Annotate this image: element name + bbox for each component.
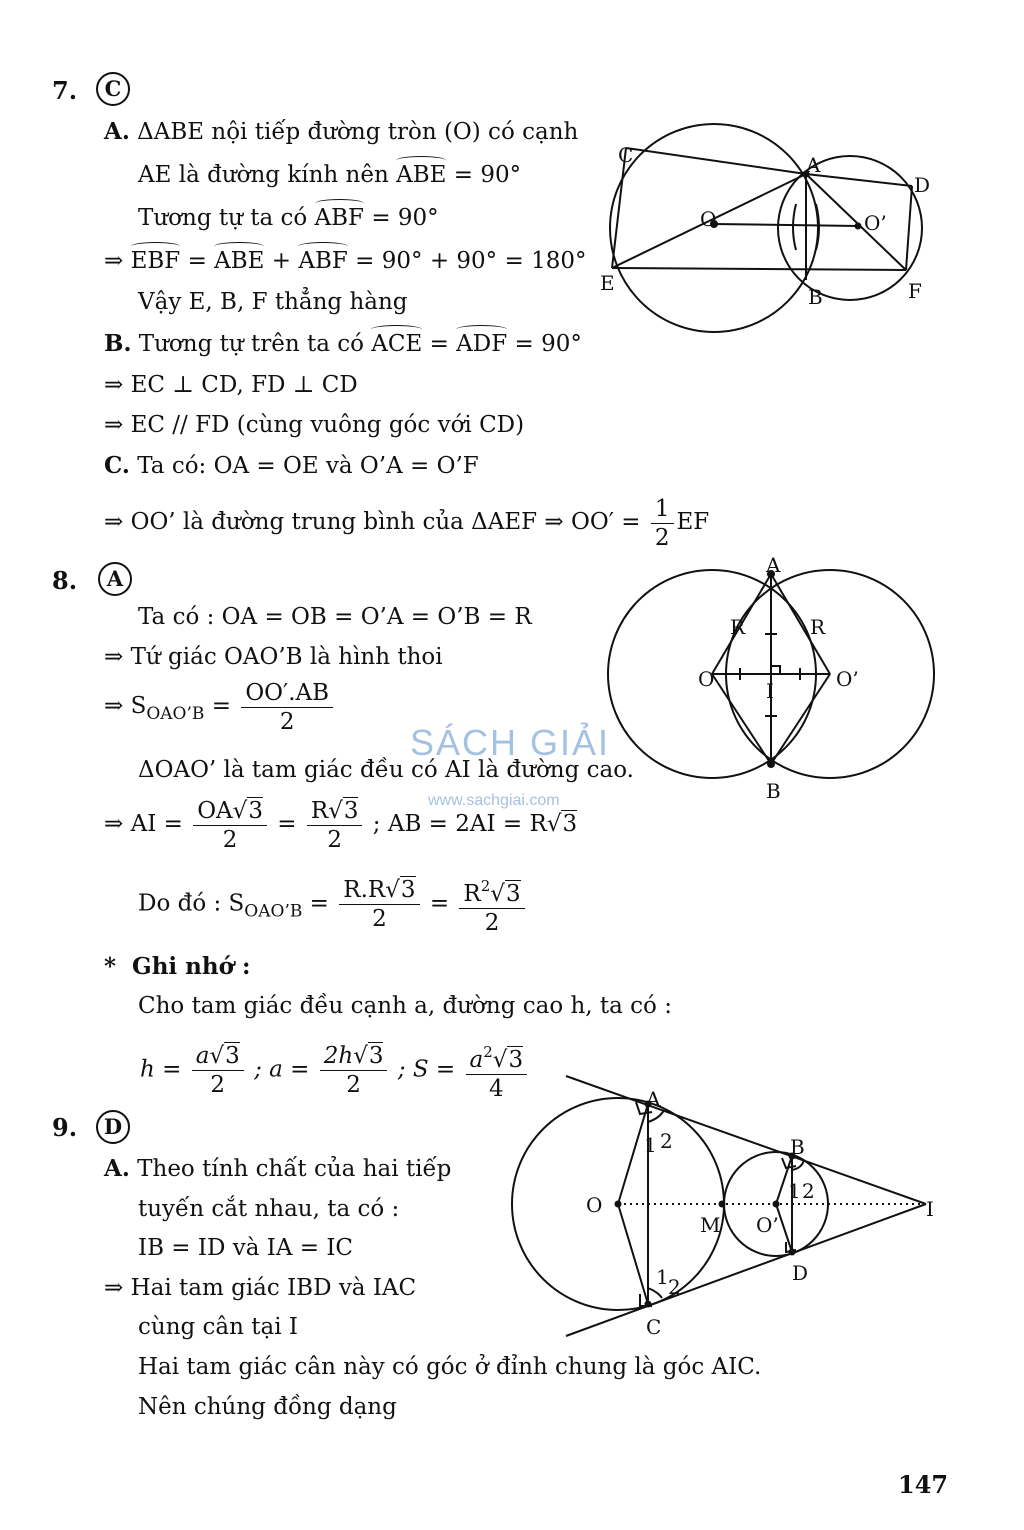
q7-fig-label-c: C: [618, 143, 634, 167]
q7-b1-eq: =: [429, 331, 449, 357]
q8-fig-label-o2: O’: [836, 667, 859, 691]
watermark-brand: SÁCH GIẢI: [410, 722, 611, 763]
q7-c2-num: 1: [651, 495, 674, 524]
q8-f-sep1: ; a =: [254, 1056, 310, 1083]
q9-l1-text: Theo tính chất của hai tiếp: [137, 1156, 452, 1182]
q8-f3-d: 4: [488, 1076, 504, 1102]
q9-line2: tuyến cắt nhau, ta có :: [138, 1196, 400, 1222]
q8-l6-eq2: =: [429, 890, 450, 917]
q8-line5: ⇒ AI = $\frac{OA√3}{2}$ = $\frac{R√3}{2}$ ; AB = 2AI = R√3: [104, 797, 578, 853]
q8-l6-frac2: $\frac{R^2√3}{2}$: [459, 872, 524, 937]
q8-l5-sq: 3: [562, 811, 578, 837]
q8-l5-pre: ⇒ AI =: [104, 811, 183, 837]
q9-line4: ⇒ Hai tam giác IBD và IAC: [104, 1275, 417, 1301]
q8-f2-na: 2h: [323, 1043, 354, 1069]
q8-line3: [104, 676, 336, 744]
q9-fig-label-c2: 2: [668, 1275, 681, 1299]
q9-fig-label-b: B: [790, 1135, 805, 1159]
q9-fig-label-a1: 1: [644, 1133, 657, 1157]
q8-note-heading: [104, 952, 250, 982]
q9-line7: Nên chúng đồng dạng: [138, 1394, 397, 1420]
q8-f3-nb: 3: [508, 1047, 524, 1073]
q7-c-label: C.: [104, 452, 130, 479]
q7-fig-label-d: D: [914, 173, 931, 197]
q7-fig-label-b: B: [808, 285, 823, 309]
q7-c-line1: [104, 451, 479, 481]
q8-fig-label-r2: R: [810, 615, 826, 639]
q7-a4-post: = 90° + 90° = 180°: [355, 248, 587, 274]
q7-c-line2: [104, 493, 709, 552]
q8-f-frac2: $\frac{2h√3}{2}$: [320, 1042, 388, 1099]
q8-l5-frac1: $\frac{OA√3}{2}$: [193, 797, 267, 854]
q7-a3-arc: ABF: [314, 205, 365, 231]
q8-line6: [138, 872, 528, 942]
q8-answer-badge: A: [98, 562, 132, 596]
q8-f-frac3: $\frac{a^2√3}{4}$: [466, 1038, 528, 1103]
q8-l5-d2: 2: [327, 826, 342, 853]
q8-f3-na: a: [469, 1047, 484, 1073]
q8-line4: ΔOAO’ là tam giác đều có AI là đường cao.: [138, 757, 634, 783]
q8-line1: Ta có : OA = OB = O’A = O’B = R: [138, 604, 532, 630]
q8-f2-nb: 3: [368, 1043, 384, 1069]
q7-figure: [596, 112, 940, 340]
q8-l5-d1: 2: [222, 826, 238, 853]
q9-fig-label-a2: 2: [660, 1129, 673, 1153]
q7-a4-arc3: ABF: [298, 248, 348, 274]
q8-l5-n2a: R: [310, 797, 329, 824]
q8-l5-n1b: 3: [248, 797, 263, 824]
q8-l6-frac1: $\frac{R.R√3}{2}$: [339, 876, 419, 933]
q9-fig-label-a: A: [646, 1087, 661, 1111]
q7-c2-post: EF: [676, 509, 710, 535]
q7-fig-label-f: F: [908, 279, 922, 303]
q7-a4-eq: =: [187, 248, 207, 274]
q9-line6: Hai tam giác cân này có góc ở đỉnh chung là góc AIC.: [138, 1354, 762, 1380]
q8-note-title: Ghi nhớ :: [132, 953, 251, 980]
q7-c2-den: 2: [654, 524, 670, 551]
q7-a2-arc: ABE: [396, 162, 447, 188]
q7-fig-label-e: E: [600, 271, 615, 295]
q9-a-label: A.: [104, 1155, 130, 1182]
q7-number: 7.: [52, 76, 78, 105]
q7-answer-badge: C: [96, 72, 130, 106]
q7-b-line3: ⇒ EC // FD (cùng vuông góc với CD): [104, 412, 525, 438]
q8-f1-d: 2: [210, 1072, 226, 1098]
q8-f3-sup: 2: [483, 1043, 493, 1061]
q7-fig-label-o: O: [700, 207, 717, 231]
q9-number: 9.: [52, 1113, 78, 1142]
q7-a-line3: [138, 203, 439, 233]
q8-l5-n1a: OA: [197, 797, 233, 824]
q7-a-label: A.: [104, 118, 130, 145]
q8-l6-n1b: 3: [400, 877, 416, 903]
q8-l3-den: 2: [279, 708, 295, 735]
q7-b1-pre: Tương tự trên ta có: [138, 331, 364, 357]
q8-l3-frac: [241, 679, 333, 736]
q8-l5-frac2: $\frac{R√3}{2}$: [307, 797, 363, 854]
q7-fig-label-o2: O’: [864, 211, 887, 235]
q7-c1-text: Ta có: OA = OE và O’A = O’F: [137, 453, 479, 479]
q7-a-line1: [104, 117, 578, 147]
q8-l5-n2b: 3: [343, 797, 359, 824]
q9-fig-label-c: C: [646, 1315, 662, 1339]
q8-l6-sub: OAO’B: [244, 901, 303, 922]
q9-fig-label-b1: 1: [788, 1179, 801, 1203]
q7-a-text1: ΔABE nội tiếp đường tròn (O) có cạnh: [137, 119, 579, 145]
q8-f-sep2: ; S =: [397, 1056, 456, 1083]
q8-l6-n1a: R.R: [343, 877, 386, 903]
q7-b1-arc1: ACE: [371, 331, 423, 357]
q8-l5-eq: =: [277, 811, 297, 837]
q8-f-h: h: [140, 1056, 155, 1083]
q7-a4-plus: +: [271, 248, 292, 274]
q8-f-frac1: $\frac{a√3}{2}$: [192, 1042, 244, 1099]
q9-figure: [500, 1066, 950, 1356]
q8-fig-label-b: B: [766, 779, 781, 803]
q8-note-star: *: [104, 953, 117, 980]
q8-l6-d2: 2: [484, 910, 500, 936]
q8-l3-pre: ⇒ S: [104, 693, 147, 719]
q8-fig-label-r1: R: [730, 615, 746, 639]
q7-b-line2: ⇒ EC ⊥ CD, FD ⊥ CD: [104, 372, 358, 398]
q8-f2-d: 2: [346, 1072, 361, 1098]
q8-note-formulas: [140, 1038, 530, 1103]
q8-f1-nb: 3: [225, 1043, 240, 1069]
q9-answer-badge: D: [96, 1110, 130, 1144]
q7-a-line4: [104, 246, 586, 276]
q7-a4-arrow: ⇒: [104, 248, 124, 274]
q8-number: 8.: [52, 566, 78, 595]
q9-fig-label-o2: O’: [756, 1213, 779, 1237]
q8-fig-label-i: I: [766, 679, 774, 703]
page-number: 147: [898, 1470, 949, 1499]
q8-l6-eq: =: [309, 890, 329, 917]
watermark-url: www.sachgiai.com: [428, 792, 560, 809]
q7-a2-pre: AE là đường kính nên: [138, 162, 389, 188]
q7-a-line5: Vậy E, B, F thẳng hàng: [138, 289, 408, 315]
q8-note-text: Cho tam giác đều cạnh a, đường cao h, ta có :: [138, 993, 672, 1019]
q8-l6-n2b: 3: [505, 881, 521, 907]
q7-a-line2: [138, 160, 521, 190]
q7-a4-arc2: ABE: [214, 248, 265, 274]
q8-l3-eq: =: [211, 693, 231, 719]
q9-line3: IB = ID và IA = IC: [138, 1235, 354, 1261]
q7-b-label: B.: [104, 330, 132, 357]
q8-figure: [600, 556, 944, 804]
q9-fig-label-d: D: [792, 1261, 809, 1285]
q8-l6-n2sup: 2: [480, 877, 491, 895]
q8-f1-na: a: [195, 1043, 210, 1069]
q9-line1: [104, 1154, 451, 1184]
q8-l6-d1: 2: [372, 906, 387, 932]
q8-line2: ⇒ Tứ giác OAO’B là hình thoi: [104, 644, 443, 670]
q7-a2-post: = 90°: [453, 162, 522, 188]
q8-fig-label-a: A: [766, 556, 781, 577]
q7-b1-arc2: ADF: [456, 331, 508, 357]
q7-a3-post: = 90°: [371, 205, 439, 231]
q9-fig-label-c1: 1: [656, 1265, 669, 1289]
q9-fig-label-i: I: [926, 1197, 934, 1221]
q8-l3-num: OO′.AB: [241, 679, 333, 708]
q7-a3-pre: Tương tự ta có: [138, 205, 308, 231]
q8-l6-n2a: R: [463, 881, 481, 907]
q7-c2-frac: [651, 495, 674, 552]
q8-l3-sub: OAO’B: [146, 704, 205, 724]
q7-b-line1: [104, 329, 582, 359]
q7-c2-pre: ⇒ OO’ là đường trung bình của ΔAEF ⇒ OO′ =: [104, 509, 641, 535]
q9-fig-label-m: M: [700, 1213, 721, 1237]
q8-l5-post: ; AB = 2AI = R: [372, 811, 547, 837]
q7-a4-arc1: EBF: [130, 248, 181, 274]
q7-fig-label-a: A: [806, 153, 821, 177]
q8-fig-label-o: O: [698, 667, 715, 691]
q9-fig-label-o: O: [586, 1193, 603, 1217]
q9-fig-label-b2: 2: [802, 1179, 815, 1203]
q7-b1-post: = 90°: [514, 331, 582, 357]
q8-l6-pre: Do đó : S: [138, 890, 245, 917]
q8-f-eq: =: [162, 1056, 182, 1083]
q9-line5: cùng cân tại I: [138, 1314, 298, 1340]
